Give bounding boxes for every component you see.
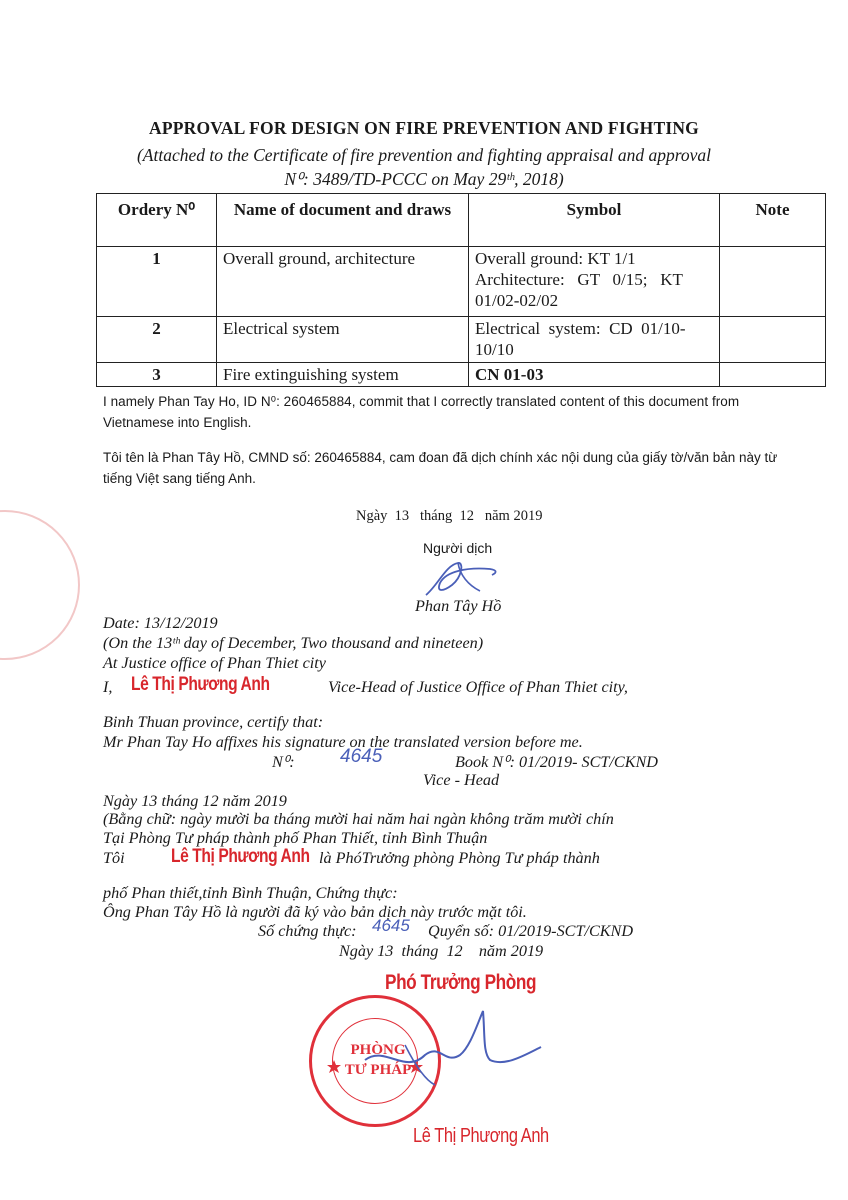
- seal-center-line1: PHÒNG: [350, 1042, 406, 1058]
- translator-date: Ngày 13 tháng 12 năm 2019: [356, 508, 543, 524]
- cert-date-words: (On the 13ᵗʰ day of December, Two thousand and nineteen): [103, 634, 484, 652]
- col-header-order: Ordery N⁰: [97, 194, 217, 247]
- faint-stamp-mark: [0, 510, 80, 660]
- document-subtitle-line1: (Attached to the Certificate of fire prevention and fighting appraisal and approval: [136, 145, 712, 165]
- symbol-line: 01/02-02/02: [475, 291, 559, 310]
- official-name-stamp-vi: Lê Thị Phương Anh: [171, 846, 310, 867]
- col-header-symbol: Symbol: [469, 194, 720, 247]
- cert-vi-date2: Ngày 13 tháng 12 năm 2019: [339, 942, 544, 960]
- row-symbol: [469, 317, 720, 363]
- table-row: [97, 317, 826, 363]
- cert-vi-position: là PhóTrưởng phòng Phòng Tư pháp thành: [319, 849, 600, 867]
- row-symbol: CN 01-03: [469, 363, 720, 387]
- symbol-line: 10/10: [475, 340, 514, 359]
- row-number: 2: [97, 317, 217, 363]
- row-symbol: [469, 247, 720, 317]
- row-number: 1: [97, 247, 217, 317]
- document-title: APPROVAL FOR DESIGN ON FIRE PREVENTION AND FIGHTING: [148, 118, 699, 138]
- row-note: [720, 247, 826, 317]
- cert-signer-role: Vice - Head: [423, 771, 500, 789]
- cert-province: Binh Thuan province, certify that:: [103, 713, 324, 731]
- symbol-line: Overall ground: KT 1/1: [475, 249, 636, 268]
- official-signature: [345, 1005, 545, 1095]
- row-name: Overall ground, architecture: [217, 247, 469, 317]
- signer-role-stamp: Phó Trưởng Phòng: [385, 971, 537, 994]
- cert-date: Date: 13/12/2019: [103, 614, 218, 632]
- cert-vi-book: Quyển số: 01/2019-SCT/CKND: [428, 922, 634, 940]
- document-subtitle-line2: N⁰: 3489/TD-PCCC on May 29ᵗʰ, 2018): [284, 169, 564, 189]
- row-note: [720, 317, 826, 363]
- table-header-row: [97, 194, 826, 247]
- cert-vi-date-words: (Bằng chữ: ngày mười ba tháng mười hai năm hai ngàn không trăm mười chín: [103, 810, 614, 828]
- translator-role: Người dịch: [423, 540, 493, 556]
- row-note: [720, 363, 826, 387]
- cert-vi-statement: Ông Phan Tây Hồ là người đã ký vào bản dịch này trước mặt tôi.: [103, 903, 527, 921]
- cert-vi-office: Tại Phòng Tư pháp thành phố Phan Thiết, tỉnh Bình Thuận: [103, 829, 488, 847]
- row-name: Electrical system: [217, 317, 469, 363]
- symbol-line: Electrical system: CD 01/10-: [475, 319, 686, 338]
- commit-en-line1: I namely Phan Tay Ho, ID N⁰: 260465884, commit that I correctly translated content of this document from: [103, 394, 740, 409]
- cert-book: Book N⁰: 01/2019- SCT/CKND: [455, 753, 658, 771]
- col-header-note: Note: [720, 194, 826, 247]
- seal-center-line2: TƯ PHÁP: [344, 1062, 412, 1078]
- signer-name-stamp: Lê Thị Phương Anh: [413, 1125, 549, 1147]
- commit-vi-line2: tiếng Việt sang tiếng Anh.: [103, 471, 256, 486]
- cert-vi-no-value: 4645: [372, 916, 410, 935]
- cert-vi-no-label: Số chứng thực:: [258, 922, 357, 940]
- commit-vi-line1: Tôi tên là Phan Tây Hồ, CMND số: 260465884, cam đoan đã dịch chính xác nội dung của giấy tờ/văn bản này từ: [103, 450, 778, 465]
- cert-no-value: 4645: [340, 746, 383, 767]
- cert-office: At Justice office of Phan Thiet city: [103, 654, 326, 672]
- col-header-name: Name of document and draws: [217, 194, 469, 247]
- official-name-stamp: Lê Thị Phương Anh: [131, 674, 270, 695]
- commit-en-line2: Vietnamese into English.: [103, 415, 252, 430]
- table-row: [97, 247, 826, 317]
- cert-i: I,: [103, 678, 113, 696]
- symbol-line: Architecture: GT 0/15; KT: [475, 270, 683, 289]
- table-row: [97, 363, 826, 387]
- cert-vi-province: phố Phan thiết,tỉnh Bình Thuận, Chứng thực:: [103, 884, 398, 902]
- cert-no-label: N⁰:: [272, 753, 295, 771]
- row-name: Fire extinguishing system: [217, 363, 469, 387]
- documents-table: [96, 193, 826, 387]
- row-number: 3: [97, 363, 217, 387]
- cert-position: Vice-Head of Justice Office of Phan Thiet city,: [328, 678, 628, 696]
- cert-vi-toi: Tôi: [103, 849, 125, 867]
- cert-vi-date: Ngày 13 tháng 12 năm 2019: [103, 792, 287, 810]
- translator-name: Phan Tây Hồ: [415, 597, 502, 615]
- cert-statement: Mr Phan Tay Ho affixes his signature on the translated version before me.: [103, 733, 583, 751]
- translator-signature: [418, 555, 508, 600]
